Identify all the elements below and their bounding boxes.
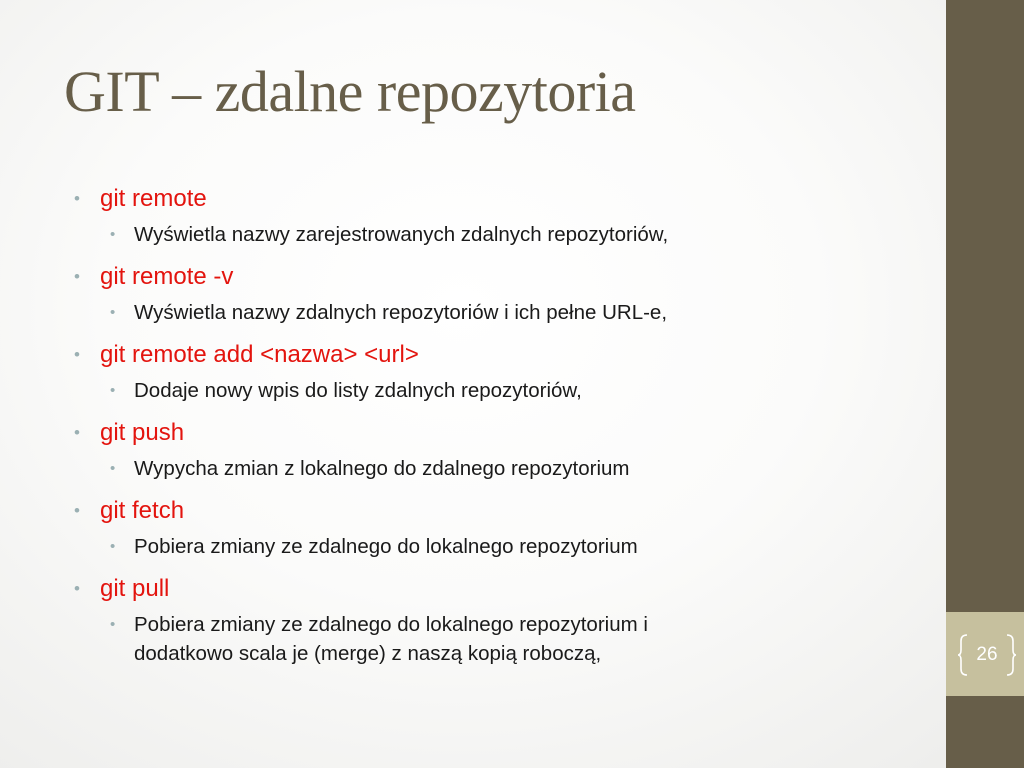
slide-title: GIT – zdalne repozytoria	[64, 59, 636, 124]
command-text: git fetch	[100, 497, 185, 524]
sub-bullet-item	[72, 220, 932, 249]
bullet-icon: •	[74, 423, 80, 442]
command-text: git remote	[100, 185, 207, 212]
description-line-1: Pobiera zmiany ze zdalnego do lokalnego repozytorium i	[134, 613, 648, 636]
bullet-icon: •	[74, 501, 80, 520]
bullet-item-git-remote	[72, 182, 932, 216]
bullet-icon: •	[74, 345, 80, 364]
description-text: Wyświetla nazwy zarejestrowanych zdalnych repozytoriów,	[134, 223, 669, 246]
description-text: Pobiera zmiany ze zdalnego do lokalnego repozytorium	[134, 535, 638, 558]
command-text: git push	[100, 419, 185, 446]
command-text: git remote -v	[100, 263, 234, 290]
bullet-icon: •	[74, 189, 80, 208]
page-number-box	[958, 632, 1016, 678]
bullet-icon: •	[74, 579, 80, 598]
page-number: 26	[976, 644, 998, 665]
bullet-icon: •	[110, 460, 116, 477]
description-text: Wyświetla nazwy zdalnych repozytoriów i ich pełne URL-e,	[134, 301, 668, 324]
bullet-icon: •	[110, 538, 116, 555]
sub-bullet-item	[72, 298, 932, 327]
description-text: Wypycha zmian z lokalnego do zdalnego repozytorium	[134, 457, 630, 480]
sub-bullet-item	[72, 532, 932, 561]
command-text: git remote add <nazwa> <url>	[100, 341, 419, 368]
sub-bullet-item	[72, 376, 932, 405]
bullet-icon: •	[110, 304, 116, 321]
bullet-list	[72, 182, 932, 668]
bullet-item-git-fetch	[72, 494, 932, 528]
bullet-item-git-remote-add	[72, 338, 932, 372]
bullet-item-git-pull	[72, 572, 932, 606]
command-text: git pull	[100, 575, 170, 602]
sub-bullet-item	[72, 610, 932, 668]
bullet-item-git-push	[72, 416, 932, 450]
bullet-icon: •	[74, 267, 80, 286]
description-line-2: dodatkowo scala je (merge) z naszą kopią roboczą,	[134, 642, 602, 665]
bullet-icon: •	[110, 226, 116, 243]
bullet-icon: •	[110, 616, 116, 633]
description-text: Dodaje nowy wpis do listy zdalnych repozytoriów,	[134, 379, 582, 402]
bullet-icon: •	[110, 382, 116, 399]
sub-bullet-item	[72, 454, 932, 483]
bullet-item-git-remote-v	[72, 260, 932, 294]
